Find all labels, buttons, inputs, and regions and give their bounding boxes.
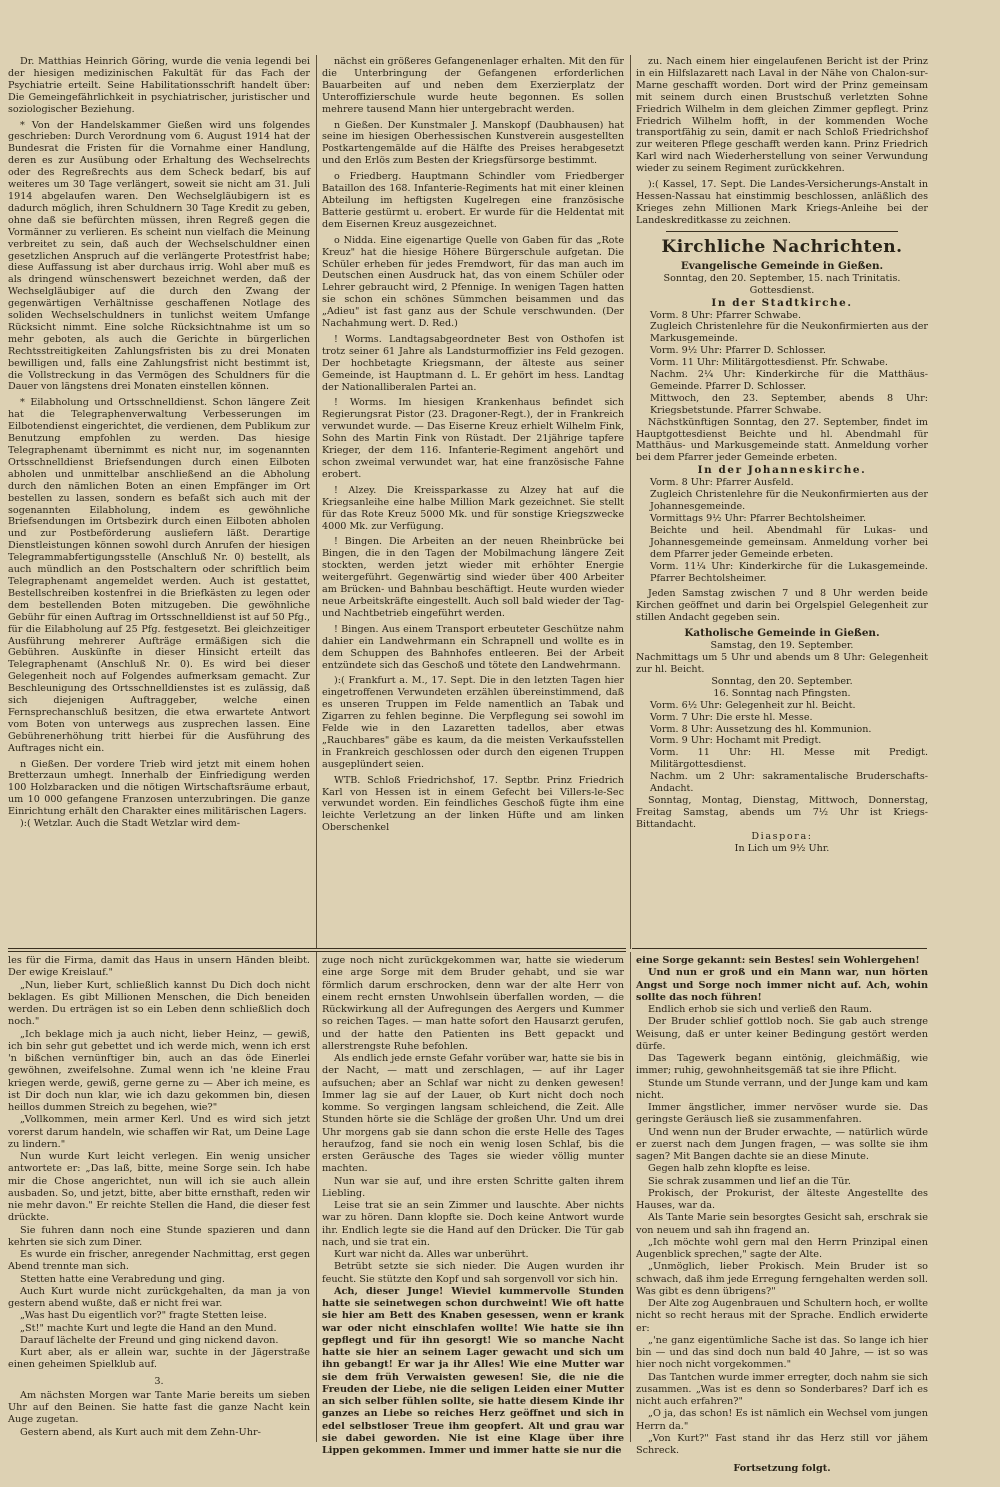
continuation-note: Fortsetzung folgt. — [733, 1463, 831, 1475]
church-line: Nachm. um 2 Uhr: sakramentalische Bruderschafts-Andacht. — [650, 771, 928, 795]
story-paragraph-bold: Ach, dieser Junge! Wieviel kummervolle Stunden hatte sie seinetwegen schon durchweint! Wie oft hatte sie hier am Bett des Knaben gesessen, wenn er krank war oder nicht einschlafen wollte! Wie hatte sie ihn gepflegt und für ihn gesorgt! Wie so manche Nacht hatte sie hier an seinem Lager gewacht und sich um ihn gebangt! Er war ja ihr Alles! Wie eine Mutter war sie dem früh Verwaisten gewesen! Sie, die nie die Freuden der Liebe, nie die seligen Leiden einer Mutter an sich selber fühlen sollte, sie hatte diesem Kinde ihr ganzes an Liebe so reiches Herz geöffnet und sich in edel selbstloser Treue ihm geopfert. Alt und grau war sie dabei geworden. Nie ist eine Klage über ihre Lippen gekommen. Immer und immer hatte sie nur die — [322, 1285, 624, 1456]
church-line: Sonntag, Montag, Dienstag, Mittwoch, Donnerstag, Freitag Samstag, abends um 7½ Uhr ist Kriegs-Bittandacht. — [636, 794, 928, 830]
church-line: Vorm. 11¼ Uhr: Kinderkirche für die Lukasgemeinde. Pfarrer Bechtolsheimer. — [650, 560, 928, 584]
story-paragraph: zuge noch nicht zurückgekommen war, hatte sie wiederum eine arge Sorge mit dem Bruder gehabt, und sie war förmlich darum erschrocken, denn war der alte Herr von einem recht ernsten Unwohlsein überfallen worden, — die Rückwirkung all der Aufregungen des Aergers und Kummer so reichen Tages. — man hatte sofort den Hausarzt gerufen, und der hatte den Patienten ins Bett gepackt und allerstrengste Ruhe befohlen. — [322, 955, 624, 1052]
article-wetzlar-cont: nächst ein größeres Gefangenenlager erhalten. Mit den für die Unterbringung der Gefangenen erforderlichen Bauarbeiten auf und neben dem Exerzierplatz der Unteroffizierschule wurde heute begonnen. Es sollen mehrere tausend Mann hier untergebracht werden. — [322, 56, 624, 115]
story-paragraph: „Unmöglich, lieber Prokisch. Mein Bruder ist so schwach, daß ihm jede Erregung ferngehalten werden soll. Was gibt es denn übrigens?" — [636, 1261, 928, 1297]
church-line: 16. Sonntag nach Pfingsten. — [713, 687, 851, 699]
johanneskirche-label: In der Johanneskirche. — [697, 464, 867, 477]
catholic-title: Katholische Gemeinde in Gießen. — [684, 627, 880, 640]
church-line: Vorm. 6½ Uhr: Gelegenheit zur hl. Beicht. — [650, 699, 856, 711]
story-paragraph: „Von Kurt?" Fast stand ihr das Herz still vor jähem Schreck. — [636, 1432, 928, 1456]
article-goering: Dr. Matthias Heinrich Göring, wurde die venia legendi bei der hiesigen medizinischen Fakultät für das Fach der Psychiatrie erteilt. Seine Habilitationsschrift handelt über: Die Gemeingefährlichkeit in psychiatrischer, juristischer und soziologischer Beziehung. — [8, 56, 310, 115]
article-alzey: ! Alzey. Die Kreissparkasse zu Alzey hat auf die Kriegsanleihe eine halbe Million Mark gezeichnet. Sie stellt für das Rote Kreuz 5000 Mk. und für sonstige Kriegszwecke 4000 Mk. zur Verfügung. — [322, 484, 624, 532]
story-paragraph: Sie fuhren dann noch eine Stunde spazieren und dann kehrten sie sich zum Diner. — [8, 1224, 310, 1248]
story-paragraph: Sie schrak zusammen und lief an die Tür. — [648, 1175, 851, 1187]
article-friedberg: o Friedberg. Hauptmann Schindler vom Friedberger Bataillon des 168. Infanterie-Regiments hat mit einer kleinen Abteilung im heftigsten Kugelregen eine französische Batterie gestürmt u. erobert. Er wurde für die Heldentat mit dem Eisernen Kreuz ausgezeichnet. — [322, 171, 624, 230]
story-paragraph: Der Alte zog Augenbrauen und Schultern hoch, er wollte nicht so recht heraus mit der Sprache. Endlich erwiderte er: — [636, 1298, 928, 1334]
news-column-1 — [8, 56, 310, 946]
article-kassel: ):( Kassel, 17. Sept. Die Landes-Versicherungs-Anstalt in Hessen-Nassau hat einstimmig beschlossen, anläßlich des Krieges zehn Millionen Mark Kriegs-Anleihe bei der Landeskreditkasse zu zeichnen. — [636, 179, 928, 226]
article-frankfurt: ):( Frankfurt a. M., 17. Sept. Die in den letzten Tagen hier eingetroffenen Verwundeten erzählen übereinstimmend, daß es unseren Truppen im Felde namentlich an Tabak und Zigarren zu fehlen beginne. Die Verpflegung sei sowohl im Felde wie in den Lazaretten tadellos, aber etwas „Rauchbares" gäbe es kaum, da die meisten Verkaufsstellen in Frankreich geschlossen oder durch den eigenen Truppen ausgeplündert seien. — [322, 675, 624, 770]
church-line: In Lich um 9½ Uhr. — [734, 842, 830, 854]
diaspora-label: Diaspora: — [751, 830, 813, 842]
story-paragraph: Gestern abend, als Kurt auch mit dem Zehn-Uhr- — [20, 1426, 261, 1438]
church-line: Nächstkünftigen Sonntag, den 27. September, findet im Hauptgottesdienst Beichte und hl. Abendmahl für Matthäus- und Markusgemeinde statt. Anmeldung vorher bei dem Pfarrer jeder Gemeinde erbeten. — [636, 416, 928, 464]
story-paragraph: „'ne ganz eigentümliche Sache ist das. So lange ich hier bin — und das sind doch nun bald 40 Jahre, — ist so was hier noch nicht vorgekommen." — [636, 1334, 928, 1371]
church-line: Nachmittags um 5 Uhr und abends um 8 Uhr: Gelegenheit zur hl. Beicht. — [636, 652, 928, 675]
story-paragraph: Stunde um Stunde verrann, und der Junge kam und kam nicht. — [636, 1077, 928, 1101]
stadtkirche-label: In der Stadtkirche. — [711, 296, 853, 309]
church-line: Beichte und heil. Abendmahl für Lukas- und Johannesgemeinde gemeinsam. Anmeldung vorher bei dem Pfarrer jeder Gemeinde erbeten. — [650, 524, 928, 560]
church-news-title: Kirchliche Nachrichten. — [661, 236, 903, 257]
article-bingen-bruecke: ! Bingen. Die Arbeiten an der neuen Rheinbrücke bei Bingen, die in den Tagen der Mobilmachung längere Zeit stockten, werden jetzt wieder mit erhöhter Energie weitergeführt. Gegenwärtig sind wieder über 400 Arbeiter am Brücken- und Bahnbau beschäftigt. Heute wurden wieder neue Arbeitskräfte eingestellt. Auch soll bald wieder der Tag- und Nachtbetrieb eingeführt werden. — [322, 536, 624, 619]
story-paragraph: Das Tantchen wurde immer erregter, doch nahm sie sich zusammen. „Was ist es denn so Sonderbares? Darf ich es nicht auch erfahren?" — [636, 1371, 928, 1407]
story-paragraph: Als Tante Marie sein besorgtes Gesicht sah, erschrak sie von neuem und sah ihn fragend an. — [636, 1212, 928, 1236]
article-bingen-schrapnell: ! Bingen. Aus einem Transport erbeuteter Geschütze nahm dahier ein Landwehrmann ein Schrapnell und wollte es in dem Schuppen des Bahnhofes entleeren. Bei der Arbeit entzündete sich das Geschoß und tötete den Landwehrmann. — [322, 623, 624, 671]
news-column-2 — [322, 56, 624, 946]
story-paragraph: Nun wurde Kurt leicht verlegen. Ein wenig unsicher antwortete er: „Das laß, bitte, meine Sorge sein. Ich habe mir die Chose angerichtet, nun will ich sie auch allein ausbaden. So, und jetzt, bitte, aber bitte ernsthaft, reden wir nie mehr davon." Er reichte Stellen die Hand, die dieser fest drückte. — [8, 1151, 310, 1224]
story-paragraph: Gegen halb zehn klopfte es leise. — [648, 1163, 811, 1175]
story-paragraph: Leise trat sie an sein Zimmer und lauschte. Aber nichts war zu hören. Dann klopfte sie. Doch keine Antwort wurde ihr. Endlich legte sie die Hand auf den Drücker. Die Tür gab nach, und sie trat ein. — [322, 1200, 624, 1248]
church-line: Vorm. 8 Uhr: Pfarrer Schwabe. — [650, 309, 802, 321]
story-paragraph: Und nun er groß und ein Mann war, nun hörten Angst und Sorge noch immer nicht auf. Ach, wohin sollte das noch führen! — [636, 967, 928, 1003]
story-paragraph: „Ich möchte wohl gern mal den Herrn Prinzipal einen Augenblick sprechen," sagte der Alte. — [636, 1236, 928, 1260]
church-line: Vorm. 11 Uhr: Militärgottesdienst. Pfr. Schwabe. — [650, 357, 888, 369]
news-column-3 — [636, 56, 928, 946]
story-paragraph: Darauf lächelte der Freund und ging nickend davon. — [20, 1334, 279, 1346]
church-line: Vorm. 8 Uhr: Pfarrer Ausfeld. — [650, 477, 794, 489]
evangelical-title: Evangelische Gemeinde in Gießen. — [680, 259, 884, 272]
story-paragraph-bold: eine Sorge gekannt: sein Bestes! sein Wohlergehen! — [636, 955, 920, 966]
column-rule — [630, 952, 631, 1442]
story-paragraph: Auch Kurt wurde nicht zurückgehalten, da man ja von gestern abend wußte, daß er nicht frei war. — [8, 1285, 310, 1309]
church-line: Vorm. 9 Uhr: Hochamt mit Predigt. — [650, 735, 822, 747]
story-paragraph: Es wurde ein frischer, anregender Nachmittag, erst gegen Abend trennte man sich. — [8, 1249, 310, 1273]
story-paragraph: „Ich beklage mich ja auch nicht, lieber Heinz, — gewiß, ich bin sehr gut gebettet und ich werde mich, wenn ich erst 'n bißchen vernünftiger bin, auch an das öde Einerlei gewöhnen, zweifelsohne. Zumal wenn ich 'ne kleine Frau kriegen werde, gewiß, gerne gerne zu — Aber ich meine, es ist Dir doch nun klar, wie ich dazu gekommen bin, diesen heillos dummen Streich zu begehen, wie?" — [8, 1028, 310, 1113]
story-paragraph: Kurt war nicht da. Alles war unberührt. — [334, 1249, 529, 1260]
article-manskopf: n Gießen. Der Kunstmaler J. Manskopf (Daubhausen) hat seine im hiesigen Oberhessischen Kunstverein ausgestellten Postkartengemälde auf die Hälfte des Preises herabgesetzt und den Erlös zum Besten der Kriegsfürsorge bestimmt. — [322, 119, 624, 167]
story-paragraph: Kurt aber, als er allein war, suchte in der Jägerstraße einen geheimen Spielklub auf. — [8, 1347, 310, 1371]
feuilleton-rule — [8, 951, 626, 952]
article-wetzlar: ):( Wetzlar. Auch die Stadt Wetzlar wird dem- — [20, 818, 240, 830]
church-line: Jeden Samstag zwischen 7 und 8 Uhr werden beide Kirchen geöffnet und darin bei Orgelspiel Gelegenheit zur stillen Andacht gegeben sein. — [636, 588, 928, 624]
story-paragraph: Als endlich jede ernste Gefahr vorüber war, hatte sie bis in der Nacht, — matt und zerschlagen, — auf ihr Lager aufsuchen; aber an Schlaf war nicht zu denken gewesen! Immer lag sie auf der Lauer, ob Kurt nicht doch noch komme. So vergingen langsam schleichend, die Zeit. Alle Stunden hörte sie die Schläge der großen Uhr. Und um drei Uhr morgens gab sie dann schon die erste Helle des Tages heraufzog, fand sie noch ein wenig losen Schlaf, bis die ersten Geräusche des Tages sie wieder völlig munter machten. — [322, 1053, 624, 1175]
article-friedrichshof: WTB. Schloß Friedrichshof, 17. Septbr. Prinz Friedrich Karl von Hessen ist in einem Gefecht bei Villers-le-Sec verwundet worden. Ein feindliches Geschoß fügte ihm eine leichte Verletzung an der linken Hüfte und am linken Oberschenkel — [322, 774, 624, 834]
story-paragraph: Nun war sie auf, und ihre ersten Schritte galten ihrem Liebling. — [322, 1175, 624, 1199]
article-giessen-lager: n Gießen. Der vordere Trieb wird jetzt mit einem hohen Bretterzaun umhegt. Innerhalb der Einfriedigung werden 100 Holzbaracken und die nötigen Wirtschaftsräume erbaut, um 10 000 gefangene Franzosen unterzubringen. Die ganze Einrichtung erhält den Charakter eines militärischen Lagers. — [8, 758, 310, 818]
story-paragraph: Stetten hatte eine Verabredung und ging. — [20, 1273, 225, 1285]
story-paragraph: Immer ängstlicher, immer nervöser wurde sie. Das geringste Geräusch ließ sie zusammenfahren. — [636, 1102, 928, 1126]
column-rule — [630, 55, 631, 949]
church-line: Nachm. 2¼ Uhr: Kinderkirche für die Matthäus-Gemeinde. Pfarrer D. Schlosser. — [650, 369, 928, 392]
gottesdienst-label: Gottesdienst. — [749, 284, 815, 296]
church-line: Mittwoch, den 23. September, abends 8 Uhr: Kriegsbetstunde. Pfarrer Schwabe. — [650, 392, 928, 416]
feuilleton-rule — [632, 948, 927, 949]
church-line: Sonntag, den 20. September. — [711, 675, 853, 687]
story-paragraph: Betrübt setzte sie sich nieder. Die Augen wurden ihr feucht. Sie stützte den Kopf und sah sorgenvoll vor sich hin. — [322, 1261, 624, 1285]
story-paragraph: Prokisch, der Prokurist, der älteste Angestellte des Hauses, war da. — [636, 1187, 928, 1211]
article-prinz-cont: zu. Nach einem hier eingelaufenen Bericht ist der Prinz in ein Hilfslazarett nach Laval in der Nähe von Chalon-sur-Marne geschafft worden. Dort wird der Prinz gemeinsam mit seinem durch einen Brustschuß verletzten Sohne Friedrich Wilhelm in dem gleichen Zimmer gepflegt. Prinz Friedrich Wilhelm hofft, in der kommenden Woche transportfähig zu sein, damit er nach Schloß Friedrichshof zur weiteren Pflege geschafft werden kann. Prinz Friedrich Karl wird nach Wiederherstellung von seiner Verwundung wieder zu seinem Regiment zurückkehren. — [636, 56, 928, 175]
story-column-1 — [8, 955, 310, 1442]
church-line: Vorm. 7 Uhr: Die erste hl. Messe. — [650, 711, 813, 723]
feuilleton-rule — [8, 948, 626, 949]
story-paragraph: „Vollkommen, mein armer Kerl. Und es wird sich jetzt vorerst darum handeln, wie schaffen wir Rat, um Deine Lage zu lindern." — [8, 1114, 310, 1150]
story-paragraph: „Was hast Du eigentlich vor?" fragte Stetten leise. — [20, 1310, 267, 1322]
story-paragraph: Und wenn nun der Bruder erwachte, — natürlich würde er zuerst nach dem Jungen fragen, — was sollte sie ihm sagen? Mit Bangen dachte sie an diese Minute. — [636, 1126, 928, 1162]
church-line: Vorm. 11 Uhr: Hl. Messe mit Predigt. Militärgottesdienst. — [650, 747, 928, 771]
church-line: Vorm. 8 Uhr: Aussetzung des hl. Kommunion. — [650, 723, 872, 735]
section-rule — [666, 231, 898, 232]
story-paragraph: Der Bruder schlief gottlob noch. Sie gab auch strenge Weisung, daß er unter keiner Bedingung gestört werden dürfe. — [636, 1016, 928, 1052]
church-line: Zugleich Christenlehre für die Neukonfirmierten aus der Markusgemeinde. — [650, 321, 928, 345]
chapter-number: 3. — [154, 1375, 164, 1387]
column-rule — [316, 55, 317, 949]
story-paragraph: „O ja, das schon! Es ist nämlich ein Wechsel vom jungen Herrn da." — [636, 1408, 928, 1432]
article-worms-best: ! Worms. Landtagsabgeordneter Best von Osthofen ist trotz seiner 61 Jahre als Landsturmoffizier ins Feld gezogen. Der hochbetagte Kriegsmann, der älteste aus seiner Gemeinde, ist Hauptmann d. L. Er gehört im hess. Landtag der Nationalliberalen Partei an. — [322, 333, 624, 393]
story-column-3 — [636, 955, 928, 1475]
evangelical-date: Sonntag, den 20. September, 15. nach Trinitatis. — [663, 272, 901, 284]
article-eilabholung: * Eilabholung und Ortsschnelldienst. Schon längere Zeit hat die Telegraphenverwaltung Verbesserungen im Eilbotendienst eingerichtet, die verdienen, dem Publikum zur Benutzung empfohlen zu werden. Das hiesige Telegraphenamt übernimmt es nicht nur, im sogenannten Ortsschnelldienst Briefsendungen durch einen Eilboten abholen und unmittelbar anschließend an die Abholung durch den nämlichen Boten an einen Empfänger im Ort bestellen zu lassen, sondern es befaßt sich auch mit der sogenannten Eilabholung, indem es gewöhnliche Briefsendungen im Ortsbezirk durch einen Eilboten abholen und zur Postbeförderung ausliefern läßt. Derartige Dienstleistungen können sowohl durch Anrufen der hiesigen Telegrammabfertigungsstelle (Anschluß Nr. 0) bestellt, als auch mündlich an den Postschaltern oder schriftlich beim Telegraphenamt angemeldet werden. Auch ist gestattet, Bestellschreiben kostenfrei in die Briefkästen zu legen oder dem bestellenden Boten mitzugeben. Die gewöhnliche Gebühr für einen Auftrag im Ortsschnelldienst ist auf 50 Pfg., für die Eilabholung auf 25 Pfg. festgesetzt. Bei gleichzeitiger Ausführung mehrerer Aufträge ermäßigen sich die Gebühren. Auskünfte in dieser Hinsicht erteilt das Telegraphenamt (Anschluß Nr. 0). Es wird bei dieser Gelegenheit noch auf Folgendes aufmerksam gemacht. Zur Beschleunigung des Ortsschnelldienstes ist es zulässig, daß sich diejenigen Auftraggeber, welche einen Fernsprechanschluß besitzen, die etwa erwartete Antwort vom Boten von unterwegs aus zusprechen lassen. Eine Gebührenerhöhung tritt hierbei für die Ausführung des Auftrages nicht ein. — [8, 397, 310, 754]
story-paragraph: „St!" machte Kurt und legte die Hand an den Mund. — [20, 1322, 277, 1334]
column-rule — [316, 952, 317, 1442]
article-nidda: o Nidda. Eine eigenartige Quelle von Gaben für das „Rote Kreuz" hat die hiesige Höhere Bürgerschule aufgetan. Die Schüler erheben für jedes Fremdwort, für das man auch im Deutschen einen Ausdruck hat, das von einem Schüler oder Lehrer gebraucht wird, 2 Pfennige. In wenigen Tagen hatten sie schon ein schönes Sümmchen beisammen und das „Adieu" ist fast ganz aus der Schule verschwunden. (Der Nachahmung wert. D. Red.) — [322, 234, 624, 330]
church-line: Samstag, den 19. September. — [710, 640, 854, 652]
church-line: Vorm. 9½ Uhr: Pfarrer D. Schlosser. — [650, 345, 826, 357]
church-line: Zugleich Christenlehre für die Neukonfirmierten aus der Johannesgemeinde. — [650, 489, 928, 513]
article-handelskammer: * Von der Handelskammer Gießen wird uns folgendes geschrieben: Durch Verordnung vom 6. August 1914 hat der Bundesrat die Fristen für die Vornahme einer Handlung, deren es zur Ausübung oder Erhaltung des Wechselrechts oder des Regreßrechts aus dem Scheck bedarf, bis auf weiteres um 30 Tage verlängert, soweit sie nicht am 31. Juli 1914 abgelaufen waren. Den Wechselgläubigern ist es dadurch möglich, ihren Schuldnern 30 Tage Kredit zu geben, ohne daß sie befürchten müssen, ihren Regreß gegen die Vormänner zu verlieren. Es scheint nun vielfach die Meinung verbreitet zu sein, daß auch der Wechselschuldner einen gesetzlichen Anspruch auf die verlängerte Protestfrist habe; diese Auffassung ist aber durchaus irrig. Wohl aber muß es als dringend wünschenswert bezeichnet werden, daß der Wechselgläubiger auf die durch den Zwang der gegenwärtigen Verhältnisse geschaffenen Notlage des soliden Wechselschuldners in tunlichst weitem Umfange Rücksicht nimmt. Eine solche Rücksichtnahme ist um so mehr geboten, als auch die Gerichte in bürgerlichen Rechtsstreitigkeiten Zahlungsfristen bis zu drei Monaten bewilligen und, falls eine Zahlungsfrist nicht bestimmt ist, die Vollstreckung in das Vermögen des Schuldners für die Dauer von längstens drei Monaten einstellen können. — [8, 119, 310, 393]
article-worms-pistor: ! Worms. Im hiesigen Krankenhaus befindet sich Regierungsrat Pistor (23. Dragoner-Regt.), der in Frankreich verwundet wurde. — Das Eiserne Kreuz erhielt Wilhelm Fink, Sohn des Martin Fink von Rüstadt. Der 21jährige tapfere Krieger, der dem 116. Infanterie-Regiment angehört und schon zweimal verwundet war, hat eine französische Fahne erobert. — [322, 397, 624, 480]
story-paragraph: Endlich erhob sie sich und verließ den Raum. — [648, 1004, 872, 1015]
story-paragraph: les für die Firma, damit das Haus in unsern Händen bleibt. Der ewige Kreislauf." — [8, 955, 310, 979]
story-paragraph: „Nun, lieber Kurt, schließlich kannst Du Dich doch nicht beklagen. Es gibt Millionen Menschen, die Dich beneiden werden. Du erträgen ist so ein Leben denn schließlich doch noch." — [8, 979, 310, 1028]
church-line: Vormittags 9½ Uhr: Pfarrer Bechtolsheimer. — [650, 513, 867, 524]
story-column-2 — [322, 955, 624, 1456]
story-paragraph: Am nächsten Morgen war Tante Marie bereits um sieben Uhr auf den Beinen. Sie hatte fast die ganze Nacht kein Auge zugetan. — [8, 1389, 310, 1426]
story-paragraph: Das Tagewerk begann eintönig, gleichmäßig, wie immer; ruhig, gewohnheitsgemäß tat sie ihre Pflicht. — [636, 1053, 928, 1077]
